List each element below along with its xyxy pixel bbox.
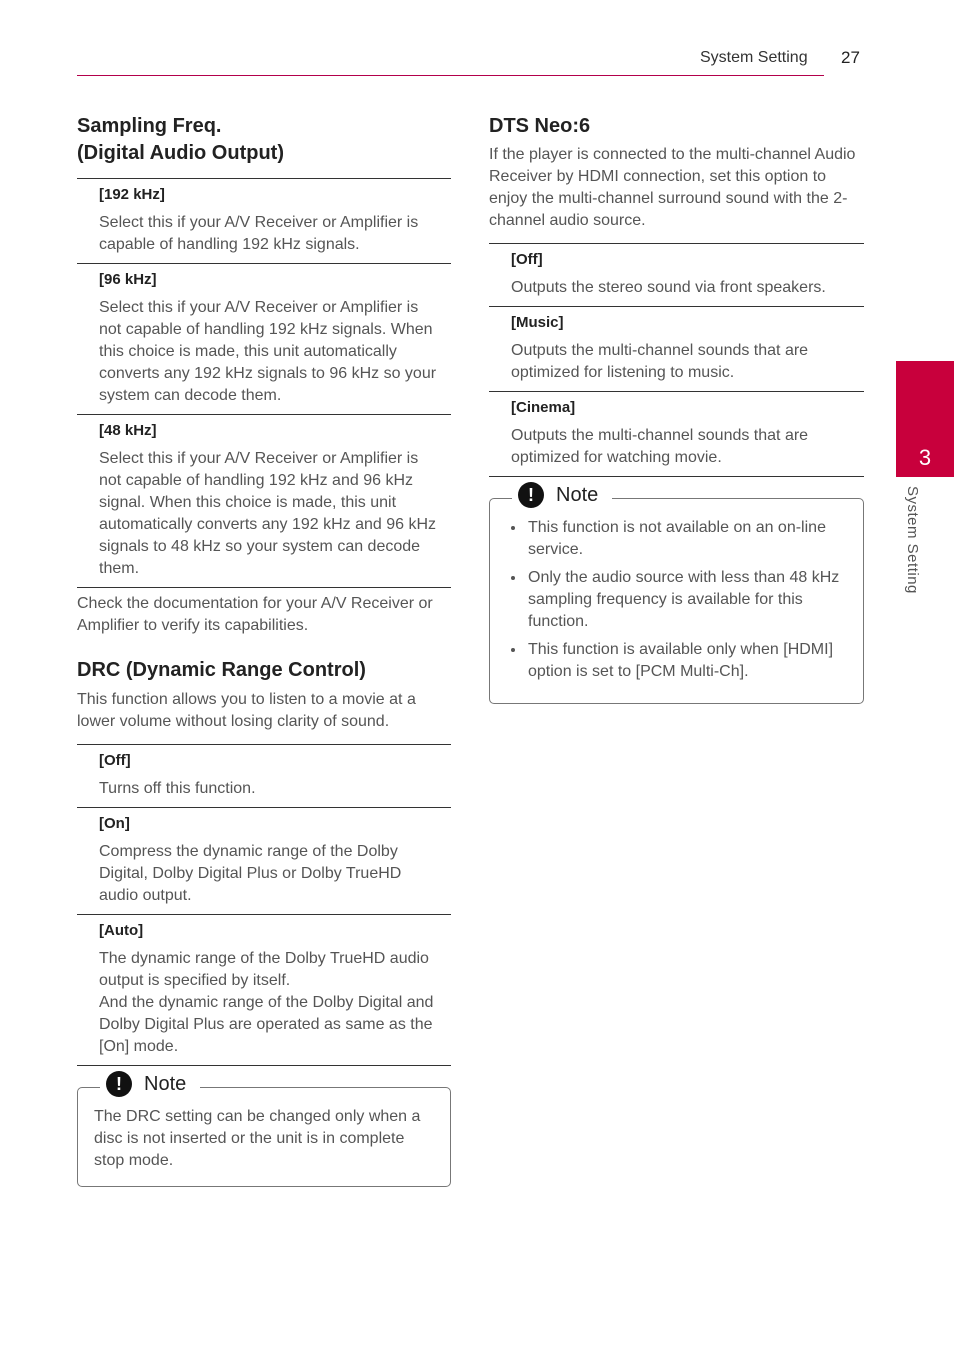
- option-name: [On]: [99, 815, 130, 832]
- note-text: The DRC setting can be changed only when a disc is not inserted or the unit is in complete stop mode.: [94, 1108, 421, 1169]
- option-row: [77, 264, 451, 415]
- option-row: [489, 307, 864, 392]
- sampling-title-line2: (Digital Audio Output): [77, 142, 284, 164]
- dts-title: DTS Neo:6: [489, 115, 591, 137]
- list-item: • Only the audio source with less than 48 kHz sampling frequency is available for this function.: [526, 567, 851, 633]
- option-desc: Select this if your A/V Receiver or Amplifier is not capable of handling 192 kHz and 96 kHz signal. When this choice is made, this unit automatically converts any 192 kHz and 96 kHz signals to 48 kHz so your system can decode them.: [99, 450, 437, 577]
- sampling-title: [77, 113, 451, 167]
- sampling-options-table: [77, 178, 451, 588]
- option-desc: Outputs the multi-channel sounds that are optimized for watching movie.: [511, 427, 809, 466]
- note-header: [512, 482, 612, 508]
- option-name: [Music]: [511, 314, 564, 331]
- option-name: [96 kHz]: [99, 271, 157, 288]
- note-label: Note: [556, 483, 599, 506]
- option-desc: Turns off this function.: [99, 780, 256, 797]
- option-desc: Compress the dynamic range of the Dolby Digital, Dolby Digital Plus or Dolby TrueHD audio output.: [99, 843, 402, 904]
- option-desc: Select this if your A/V Receiver or Amplifier is capable of handling 192 kHz signals.: [99, 214, 419, 253]
- option-row: [489, 392, 864, 477]
- option-name: [192 kHz]: [99, 186, 165, 203]
- list-item: • This function is available only when [HDMI] option is set to [PCM Multi-Ch].: [526, 639, 851, 683]
- option-name: [Auto]: [99, 922, 144, 939]
- drc-options-table: [77, 744, 451, 1066]
- option-row: [77, 915, 451, 1066]
- option-row: [77, 179, 451, 264]
- sampling-footer: Check the documentation for your A/V Receiver or Amplifier to verify its capabilities.: [77, 595, 433, 634]
- dts-options-table: [489, 243, 864, 477]
- option-desc: The dynamic range of the Dolby TrueHD audio output is specified by itself.: [99, 950, 429, 989]
- chapter-label: System Setting: [904, 486, 921, 594]
- header-section-title: System Setting: [700, 49, 808, 66]
- drc-note-box: [77, 1072, 451, 1187]
- header-rule: [77, 75, 824, 76]
- dts-intro: If the player is connected to the multi-channel Audio Receiver by HDMI connection, set this option to enjoy the multi-channel surround sound with the 2-channel audio source.: [489, 146, 856, 229]
- exclamation-icon: !: [518, 482, 544, 508]
- left-column: [77, 113, 451, 1187]
- option-name: [Off]: [99, 752, 131, 769]
- option-name: [48 kHz]: [99, 422, 157, 439]
- note-header: [100, 1071, 200, 1097]
- option-name: [Off]: [511, 251, 543, 268]
- option-desc: Select this if your A/V Receiver or Amplifier is not capable of handling 192 kHz signals. When this choice is made, this unit automatically converts any 192 kHz signals to 96 kHz so your system can decode them.: [99, 299, 437, 404]
- page-number: 27: [841, 48, 860, 67]
- option-row: [77, 415, 451, 588]
- note-label: Note: [144, 1072, 187, 1095]
- option-desc-continued: And the dynamic range of the Dolby Digital and Dolby Digital Plus are operated as same as the [On] mode.: [99, 994, 434, 1055]
- option-row: [77, 745, 451, 808]
- right-column: [489, 113, 864, 704]
- option-desc: Outputs the multi-channel sounds that are optimized for listening to music.: [511, 342, 809, 381]
- drc-title: DRC (Dynamic Range Control): [77, 659, 366, 681]
- sampling-title-line1: Sampling Freq.: [77, 115, 222, 137]
- exclamation-icon: !: [106, 1071, 132, 1097]
- option-desc: Outputs the stereo sound via front speakers.: [511, 279, 826, 296]
- dts-note-box: [489, 483, 864, 704]
- option-row: [77, 808, 451, 915]
- chapter-tab: [896, 361, 954, 477]
- list-item: • This function is not available on an on-line service.: [526, 517, 851, 561]
- option-name: [Cinema]: [511, 399, 576, 416]
- chapter-number: 3: [918, 445, 932, 470]
- option-row: [489, 244, 864, 307]
- note-bullet-list: [506, 517, 851, 683]
- drc-intro: This function allows you to listen to a movie at a lower volume without losing clarity of sound.: [77, 691, 416, 730]
